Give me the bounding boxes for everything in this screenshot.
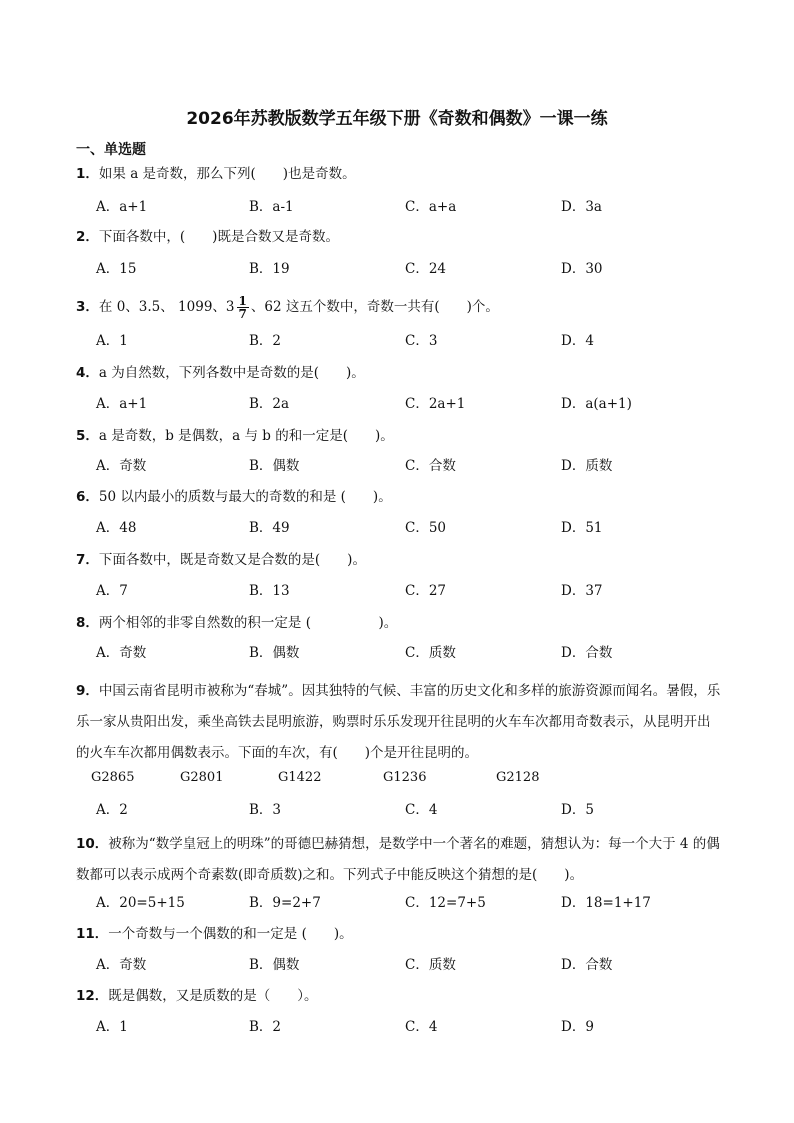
answer-option: A．1	[96, 333, 128, 349]
answer-option: C．质数	[405, 957, 456, 973]
answer-option: A．48	[96, 520, 137, 536]
question-1	[76, 164, 726, 184]
question-number: 1．	[76, 166, 99, 182]
answer-option: C．3	[405, 333, 438, 349]
fraction-numerator: 1	[238, 294, 247, 308]
question-text: 既是偶数，又是质数的是（ ）。	[108, 988, 318, 1004]
section-heading: 一、单选题	[76, 142, 146, 158]
answer-option: B．2	[249, 1019, 282, 1035]
answer-option: D．3a	[561, 199, 602, 215]
question-text: 在 0、3.5、 1099、3	[98, 299, 235, 315]
answer-option: D．37	[561, 583, 603, 599]
train-number: G1236	[383, 770, 427, 785]
answer-option: C．a+a	[405, 199, 457, 215]
question-11	[76, 924, 726, 944]
question-4	[76, 363, 726, 383]
answer-option: B．2	[249, 333, 282, 349]
question-text: 一个奇数与一个偶数的和一定是 ( )。	[108, 926, 353, 942]
question-3	[76, 295, 726, 320]
answer-option: A．奇数	[96, 645, 147, 661]
question-number: 2．	[76, 229, 99, 245]
question-number: 11．	[76, 926, 109, 942]
answer-option: C．27	[405, 583, 447, 599]
answer-option: A．15	[96, 261, 137, 277]
answer-option: B．a-1	[249, 199, 294, 215]
question-9	[76, 676, 721, 769]
page-title: 2026年苏教版数学五年级下册《奇数和偶数》一课一练	[186, 109, 608, 129]
question-number: 6．	[76, 489, 99, 505]
question-text: 两个相邻的非零自然数的积一定是 ( )。	[98, 615, 398, 631]
question-number: 10．	[76, 836, 109, 852]
answer-option: D．合数	[561, 645, 613, 661]
question-text: 下面各数中，既是奇数又是合数的是( )。	[98, 552, 366, 568]
question-text: 下面各数中，( )既是合数又是奇数。	[98, 229, 339, 245]
answer-option: A．20=5+15	[96, 895, 185, 911]
train-number: G1422	[278, 770, 322, 785]
answer-option: C．合数	[405, 458, 456, 474]
answer-option: D．30	[561, 261, 603, 277]
train-number: G2128	[496, 770, 540, 785]
answer-option: B．3	[249, 802, 282, 818]
question-text: 如果 a 是奇数，那么下列( )也是奇数。	[98, 166, 356, 182]
answer-option: A．奇数	[96, 957, 147, 973]
question-number: 5．	[76, 428, 99, 444]
question-number: 4．	[76, 365, 99, 381]
question-8	[76, 613, 726, 633]
answer-option: C．24	[405, 261, 447, 277]
fraction	[237, 295, 249, 320]
answer-option: C．12=7+5	[405, 895, 486, 911]
answer-option: C．2a+1	[405, 396, 466, 412]
train-number: G2865	[91, 770, 135, 785]
question-10	[76, 829, 721, 891]
answer-option: A．a+1	[96, 396, 148, 412]
question-2	[76, 227, 726, 247]
answer-option: B．49	[249, 520, 290, 536]
answer-option: B．2a	[249, 396, 290, 412]
fraction-denominator: 7	[238, 307, 247, 321]
answer-option: C．4	[405, 802, 438, 818]
answer-option: C．50	[405, 520, 447, 536]
question-6	[76, 487, 726, 507]
answer-option: D．质数	[561, 458, 613, 474]
answer-option: D．a(a+1)	[561, 396, 632, 412]
answer-option: D．合数	[561, 957, 613, 973]
answer-option: D．18=1+17	[561, 895, 651, 911]
answer-option: D．51	[561, 520, 603, 536]
question-text: a 为自然数，下列各数中是奇数的是( )。	[98, 365, 365, 381]
answer-option: C．4	[405, 1019, 438, 1035]
question-5	[76, 426, 726, 446]
answer-option: B．9=2+7	[249, 895, 321, 911]
question-text: 50 以内最小的质数与最大的奇数的和是 ( )。	[98, 489, 392, 505]
answer-option: C．质数	[405, 645, 456, 661]
question-number: 8．	[76, 615, 99, 631]
question-number: 7．	[76, 552, 99, 568]
answer-option: B．偶数	[249, 645, 300, 661]
question-text: 中国云南省昆明市被称为“春城”。因其独特的气候、丰富的历史文化和多样的旅游资源而闻名。暑假，乐乐一家从贵阳出发，乘坐高铁去昆明旅游，购票时乐乐发现开往昆明的火车车次都用奇数表示，从昆明开出的火车车次都用偶数表示。下面的车次，有( )个是开往昆明的。	[76, 683, 721, 761]
answer-option: D．4	[561, 333, 594, 349]
train-number: G2801	[180, 770, 224, 785]
question-number: 12．	[76, 988, 109, 1004]
answer-option: A．2	[96, 802, 128, 818]
answer-option: A．7	[96, 583, 128, 599]
answer-option: D．9	[561, 1019, 594, 1035]
answer-option: A．a+1	[96, 199, 148, 215]
answer-option: B．偶数	[249, 957, 300, 973]
question-7	[76, 550, 726, 570]
question-12	[76, 986, 726, 1006]
question-text: 被称为“数学皇冠上的明珠”的哥德巴赫猜想，是数学中一个著名的难题，猜想认为：每一个大于 4 的偶数都可以表示成两个奇素数(即奇质数)之和。下列式子中能反映这个猜想的是( )。	[76, 836, 720, 883]
question-text: a 是奇数，b 是偶数，a 与 b 的和一定是( )。	[98, 428, 394, 444]
answer-option: A．奇数	[96, 458, 147, 474]
answer-option: B．13	[249, 583, 290, 599]
answer-option: B．19	[249, 261, 290, 277]
question-text: 、62 这五个数中，奇数一共有( )个。	[250, 299, 499, 315]
answer-option: D．5	[561, 802, 594, 818]
answer-option: B．偶数	[249, 458, 300, 474]
question-number: 9．	[76, 683, 99, 699]
question-number: 3．	[76, 299, 99, 315]
answer-option: A．1	[96, 1019, 128, 1035]
